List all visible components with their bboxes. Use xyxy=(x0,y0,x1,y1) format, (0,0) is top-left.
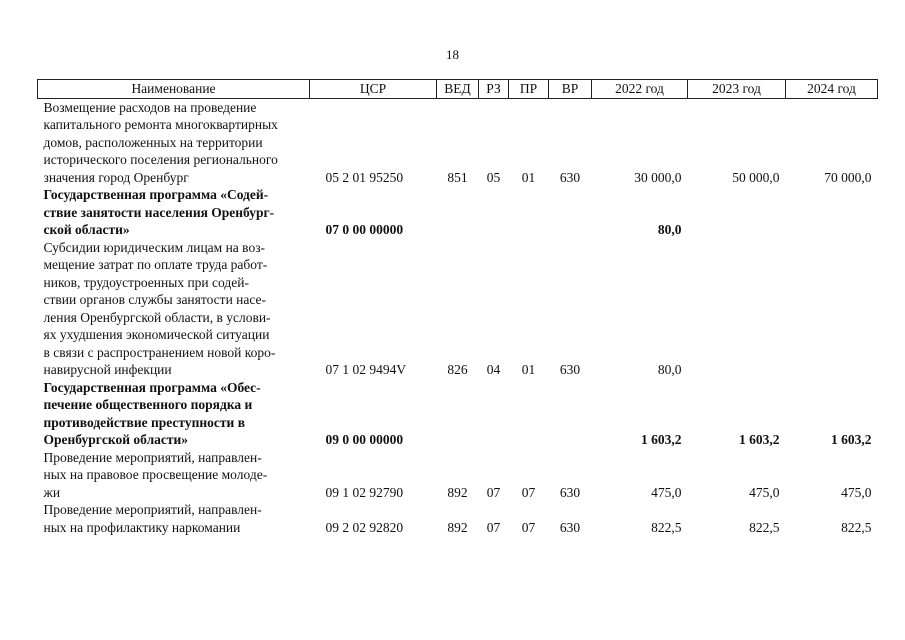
header-name: Наименование xyxy=(38,80,310,99)
row-name xyxy=(38,98,310,186)
name-line: навирусной инфекции xyxy=(43,362,172,377)
header-2023: 2023 год xyxy=(688,80,786,99)
table-header xyxy=(38,80,878,99)
name-line: капитального ремонта многоквартирных xyxy=(43,117,278,132)
name-line: Государственная программа «Содей- xyxy=(43,187,269,202)
table-row xyxy=(38,98,878,186)
name-line: ления Оренбургской области, в услови- xyxy=(43,309,271,325)
budget-table xyxy=(37,79,878,536)
name-line: Оренбургской области» xyxy=(43,432,189,447)
cell-csr: 09 0 00 00000 xyxy=(325,432,404,447)
cell-ved: 892 xyxy=(447,519,468,535)
cell-vr xyxy=(549,379,592,449)
cell-2024: 822,5 xyxy=(841,519,872,535)
cell-ved xyxy=(437,379,479,449)
cell-ved: 826 xyxy=(447,362,468,377)
cell-csr: 09 1 02 92790 xyxy=(325,484,404,500)
name-line: печение общественного порядка и xyxy=(43,397,253,412)
row-name xyxy=(38,379,310,449)
name-line: значения город Оренбург xyxy=(43,169,189,185)
cell-pr: 07 xyxy=(521,519,536,535)
row-name xyxy=(38,501,310,536)
header-rz: РЗ xyxy=(479,80,509,99)
cell-2022: 822,5 xyxy=(651,519,682,535)
name-line: ствие занятости населения Оренбург- xyxy=(43,204,275,220)
name-line: ях ухудшения экономической ситуации xyxy=(43,327,270,342)
page-number: 18 xyxy=(446,47,459,62)
cell-2024: 475,0 xyxy=(841,484,872,500)
cell-pr: 01 xyxy=(521,169,536,185)
cell-csr: 09 2 02 92820 xyxy=(325,519,404,535)
cell-2023 xyxy=(688,186,786,239)
header-pr: ПР xyxy=(509,80,549,99)
cell-pr xyxy=(509,186,549,239)
cell-2023: 50 000,0 xyxy=(732,169,780,185)
cell-pr: 01 xyxy=(521,362,536,377)
cell-2022: 475,0 xyxy=(651,484,682,500)
cell-2024 xyxy=(786,186,878,239)
cell-vr xyxy=(549,186,592,239)
table-row-program xyxy=(38,186,878,239)
name-line: ствии органов службы занятости насе- xyxy=(43,292,267,307)
cell-rz: 07 xyxy=(486,519,501,535)
name-line: противодействие преступности в xyxy=(43,414,245,430)
cell-rz: 07 xyxy=(486,484,501,500)
row-name xyxy=(38,239,310,379)
cell-rz: 04 xyxy=(486,362,501,377)
cell-2023: 475,0 xyxy=(749,484,780,500)
cell-vr: 630 xyxy=(559,484,581,500)
cell-rz: 05 xyxy=(486,169,501,185)
row-name xyxy=(38,449,310,502)
name-line: исторического поселения регионального xyxy=(43,152,278,167)
cell-2023 xyxy=(688,239,786,379)
row-name xyxy=(38,186,310,239)
header-csr: ЦСР xyxy=(310,80,437,99)
cell-2024: 70 000,0 xyxy=(824,169,872,185)
header-ved: ВЕД xyxy=(437,80,479,99)
name-line: ных на правовое просвещение молоде- xyxy=(43,467,268,482)
cell-2024 xyxy=(786,239,878,379)
cell-2022: 80,0 xyxy=(657,362,682,377)
name-line: ской области» xyxy=(43,222,130,237)
cell-rz xyxy=(479,186,509,239)
header-2022: 2022 год xyxy=(592,80,688,99)
cell-csr: 07 1 02 9494V xyxy=(325,362,407,377)
name-line: ников, трудоустроенных при содей- xyxy=(43,274,249,290)
cell-2022: 1 603,2 xyxy=(641,432,682,447)
cell-2023: 822,5 xyxy=(749,519,780,535)
cell-ved: 851 xyxy=(447,169,468,185)
cell-ved: 892 xyxy=(447,484,468,500)
name-line: домов, расположенных на территории xyxy=(43,134,263,150)
name-line: ных на профилактику наркомании xyxy=(43,519,241,535)
cell-pr: 07 xyxy=(521,484,536,500)
name-line: жи xyxy=(43,484,61,500)
cell-pr xyxy=(509,379,549,449)
cell-2022: 30 000,0 xyxy=(634,169,682,185)
cell-2024: 1 603,2 xyxy=(831,432,872,447)
cell-vr: 630 xyxy=(559,519,581,535)
cell-csr: 05 2 01 95250 xyxy=(325,169,404,185)
header-2024: 2024 год xyxy=(786,80,878,99)
table-row xyxy=(38,449,878,502)
table-row-program xyxy=(38,379,878,449)
cell-rz xyxy=(479,379,509,449)
cell-2022: 80,0 xyxy=(657,222,682,237)
table-row xyxy=(38,501,878,536)
cell-vr: 630 xyxy=(559,169,581,185)
name-line: в связи с распространением новой коро- xyxy=(43,344,276,360)
header-vr: ВР xyxy=(549,80,592,99)
name-line: Возмещение расходов на проведение xyxy=(43,99,257,115)
cell-ved xyxy=(437,186,479,239)
cell-csr: 07 0 00 00000 xyxy=(325,222,404,237)
name-line: Проведение мероприятий, направлен- xyxy=(43,502,262,517)
name-line: мещение затрат по оплате труда работ- xyxy=(43,257,268,272)
name-line: Государственная программа «Обес- xyxy=(43,379,261,395)
cell-vr: 630 xyxy=(559,362,581,377)
cell-2023: 1 603,2 xyxy=(739,432,780,447)
table-row xyxy=(38,239,878,379)
name-line: Субсидии юридическим лицам на воз- xyxy=(43,239,266,255)
name-line: Проведение мероприятий, направлен- xyxy=(43,449,262,465)
